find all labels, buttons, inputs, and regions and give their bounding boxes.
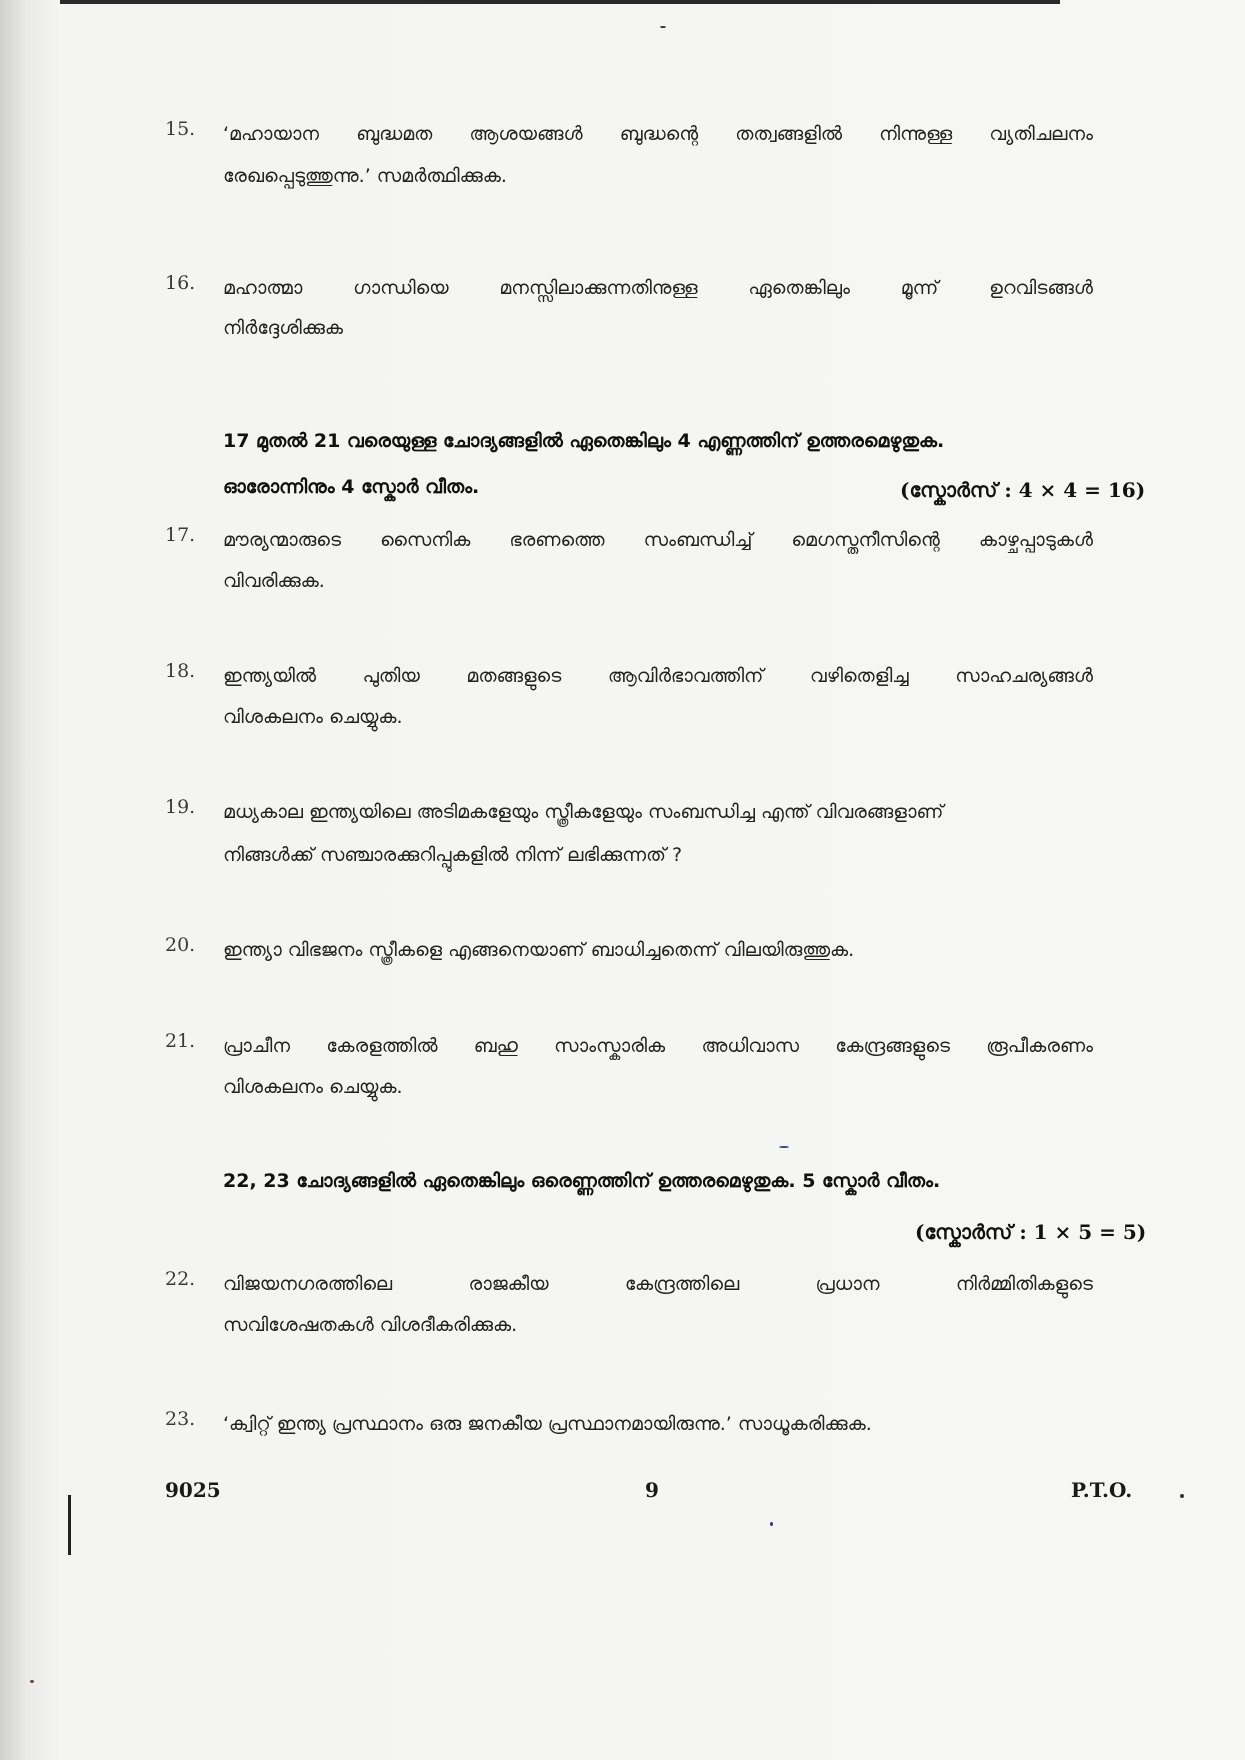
scan-speck: [30, 1680, 34, 1683]
page-edge-shadow: [0, 0, 28, 1760]
question-text: ‘ക്വിറ്റ് ഇന്ത്യ പ്രസ്ഥാനം ഒരു ജനകീയ പ്രസ്ഥാനമായിരുന്നു.’ സാധൂകരിക്കുക.: [223, 1413, 872, 1435]
scan-top-edge: [60, 0, 1060, 4]
scan-speck: [1180, 1494, 1184, 1498]
question-number: 21.: [165, 1030, 196, 1052]
question-number: 15.: [165, 118, 196, 140]
section-instruction: 17 മുതൽ 21 വരെയുള്ള ചോദ്യങ്ങളിൽ ഏതെങ്കിലും 4 എണ്ണത്തിന് ഉത്തരമെഴുതുക.: [223, 430, 945, 452]
question-text: വിവരിക്കുക.: [223, 570, 325, 592]
question-text: സവിശേഷതകൾ വിശദീകരിക്കുക.: [223, 1314, 518, 1336]
question-number: 23.: [165, 1408, 196, 1430]
binding-mark: [68, 1495, 71, 1555]
paper-code: 9025: [165, 1478, 221, 1502]
question-text: വിശകലനം ചെയ്യുക.: [223, 706, 403, 728]
question-text: രേഖപ്പെടുത്തുന്നു.’ സമർത്ഥിക്കുക.: [223, 165, 507, 187]
scan-speck: [779, 1146, 789, 1148]
section-score: (സ്കോർസ് : 1 × 5 = 5): [915, 1220, 1147, 1244]
scan-speck: [770, 1522, 773, 1526]
scan-speck: [660, 26, 666, 28]
page-number: 9: [645, 1478, 659, 1502]
question-text: നിർദ്ദേശിക്കുക: [223, 317, 343, 339]
question-number: 22.: [165, 1268, 196, 1290]
section-score: (സ്കോർസ് : 4 × 4 = 16): [900, 478, 1146, 502]
question-number: 20.: [165, 934, 196, 956]
question-text: പ്രാചീന കേരളത്തിൽ ബഹു സാംസ്കാരിക അധിവാസ കേന്ദ്രങ്ങളുടെ രൂപീകരണം: [223, 1035, 1093, 1057]
question-text: മധ്യകാല ഇന്ത്യയിലെ അടിമകളേയും സ്ത്രീകളേയും സംബന്ധിച്ച എന്ത് വിവരങ്ങളാണ്: [223, 801, 944, 823]
pto-label: P.T.O.: [1071, 1478, 1133, 1502]
question-number: 17.: [165, 524, 196, 546]
question-text: വിജയനഗരത്തിലെ രാജകീയ കേന്ദ്രത്തിലെ പ്രധാന നിർമ്മിതികളുടെ: [223, 1273, 1093, 1295]
question-text: ഇന്ത്യാ വിഭജനം സ്ത്രീകളെ എങ്ങനെയാണ് ബാധിച്ചതെന്ന് വിലയിരുത്തുക.: [223, 939, 855, 961]
question-number: 16.: [165, 272, 196, 294]
question-number: 18.: [165, 660, 196, 682]
question-text: വിശകലനം ചെയ്യുക.: [223, 1076, 403, 1098]
question-text: മൗര്യന്മാരുടെ സൈനിക ഭരണത്തെ സംബന്ധിച്ച് മെഗസ്തനീസിന്റെ കാഴ്ചപ്പാടുകൾ: [223, 529, 1093, 551]
question-text: ‘മഹായാന ബുദ്ധമത ആശയങ്ങൾ ബുദ്ധന്റെ തത്വങ്ങളിൽ നിന്നുള്ള വ്യതിചലനം: [223, 123, 1093, 145]
question-number: 19.: [165, 796, 196, 818]
section-instruction: ഓരോന്നിനും 4 സ്കോർ വീതം.: [223, 476, 480, 498]
question-text: നിങ്ങൾക്ക് സഞ്ചാരക്കുറിപ്പുകളിൽ നിന്ന് ലഭിക്കുന്നത് ?: [223, 844, 683, 866]
section-instruction: 22, 23 ചോദ്യങ്ങളിൽ ഏതെങ്കിലും ഒരെണ്ണത്തിന് ഉത്തരമെഴുതുക. 5 സ്കോർ വീതം.: [223, 1170, 941, 1192]
question-text: ഇന്ത്യയിൽ പുതിയ മതങ്ങളുടെ ആവിർഭാവത്തിന് വഴിതെളിച്ച സാഹചര്യങ്ങൾ: [223, 665, 1093, 687]
question-text: മഹാത്മാ ഗാന്ധിയെ മനസ്സിലാക്കുന്നതിനുള്ള ഏതെങ്കിലും മൂന്ന് ഉറവിടങ്ങൾ: [223, 277, 1093, 299]
